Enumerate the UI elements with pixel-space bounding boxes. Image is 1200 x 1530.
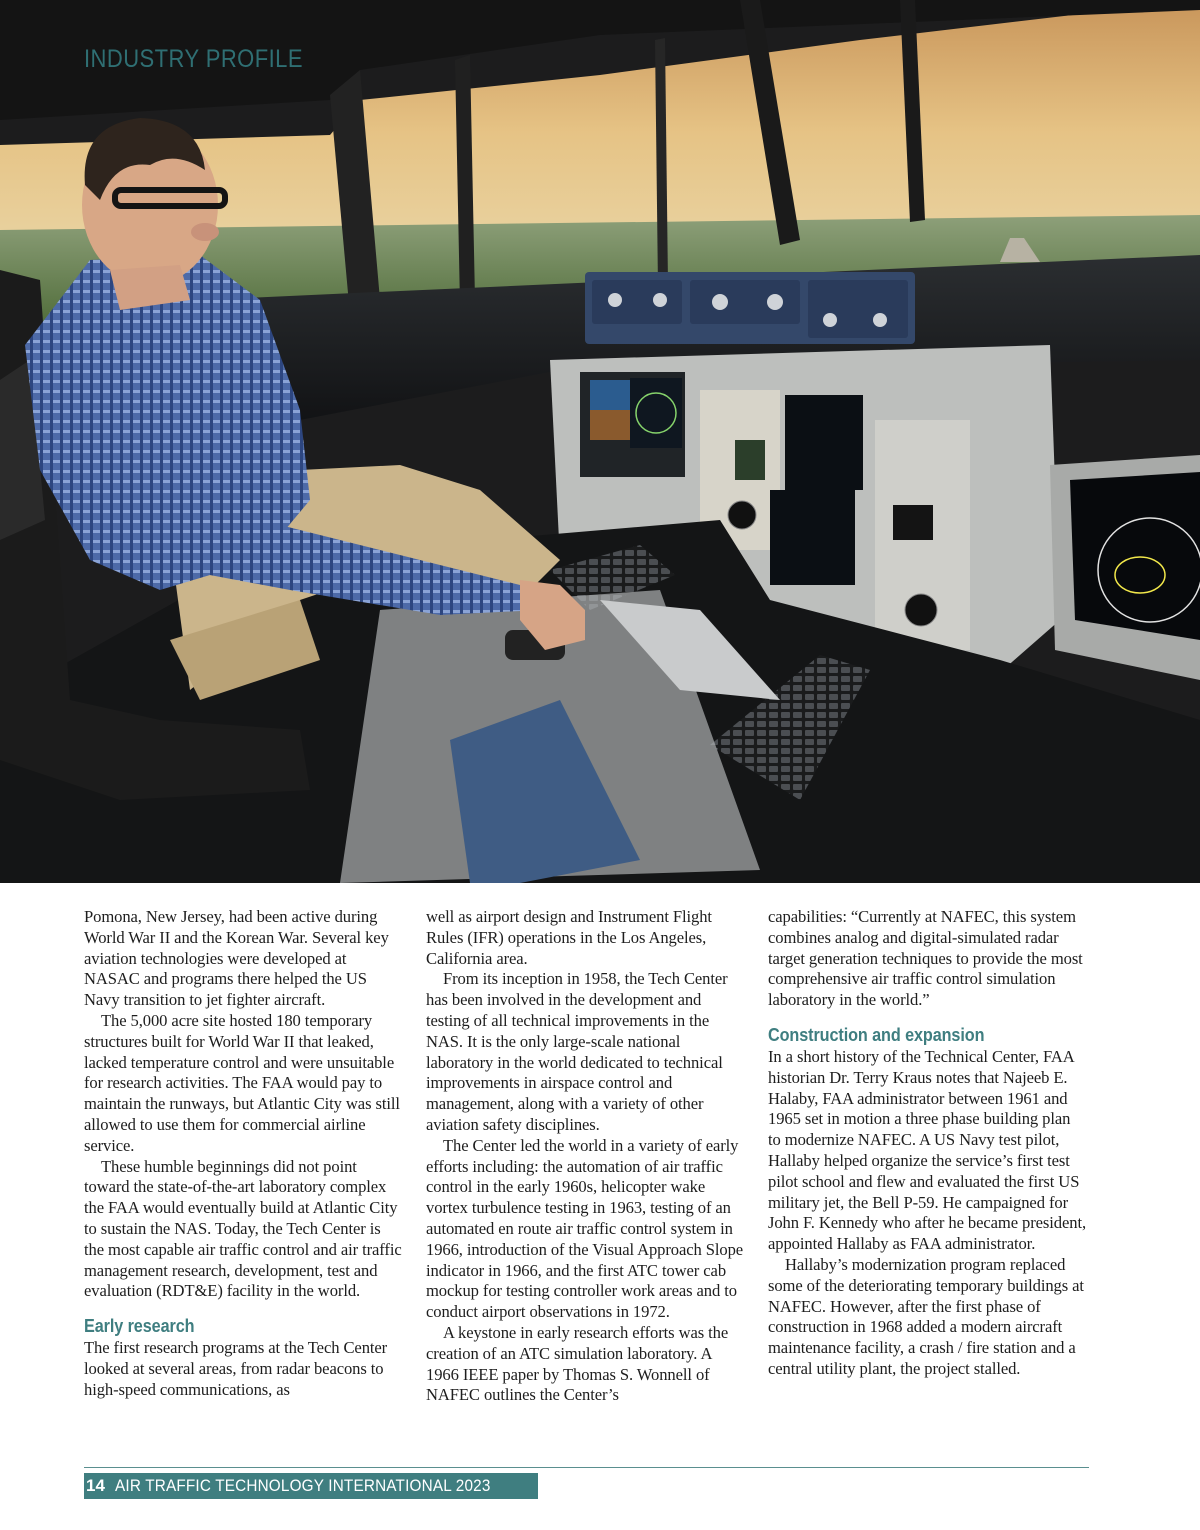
paragraph: The Center led the world in a variety of early efforts including: the automation of air traffic control in the early 1960s, helicopter wake vortex turbulence testing in 1963, testing of an automated en route air traffic control system in 1966, introduction of the Visual Approach Slope indicator in 1966, and the first ATC tower cab mockup for testing controller work areas and to conduct airport observations in 1972.: [426, 1135, 744, 1322]
article-column-3: [768, 907, 1086, 1380]
paragraph: The first research programs at the Tech Center looked at several areas, from radar beacons to high-speed communications, as: [84, 1338, 388, 1399]
article-column-2: [426, 907, 744, 1406]
paragraph: In a short history of the Technical Center, FAA historian Dr. Terry Kraus notes that Najeeb E. Halaby, FAA administrator between 1961 and 1965 set in motion a three phase building plan to modernize NAFEC. A US Navy test pilot, Hallaby helped organize the service’s first test pilot school and flew and evaluated the first US military jet, the Bell P-59. He campaigned for John F. Kennedy who after he became president, appointed Hallaby as FAA administrator.: [768, 1046, 1087, 1254]
page-number: 14: [86, 1476, 105, 1495]
subheading-construction: Construction and expansion: [768, 1024, 985, 1045]
paragraph: A keystone in early research efforts was the creation of an ATC simulation laboratory. A 1966 IEEE paper by Thomas S. Wonnell of NAFEC outlines the Center’s: [426, 1322, 729, 1405]
article-column-1: [84, 907, 402, 1401]
paragraph: These humble beginnings did not point toward the state-of-the-art laboratory complex the FAA would eventually build at Atlantic City to sustain the NAS. Today, the Tech Center is the most capable air traffic control and air traffic management research, development, test and evaluation (RDT&E) facility in the world.: [84, 1156, 402, 1301]
footer-divider: [84, 1467, 1089, 1468]
paragraph: capabilities: “Currently at NAFEC, this system combines analog and digital-simulated radar target generation techniques to provide the most comprehensive air traffic control simulation laboratory in the world.”: [768, 907, 1083, 1010]
subheading-early-research: Early research: [84, 1316, 195, 1337]
paragraph: well as airport design and Instrument Flight Rules (IFR) operations in the Los Angeles, California area.: [426, 907, 712, 968]
paragraph: Hallaby’s modernization program replaced some of the deteriorating temporary buildings at NAFEC. However, after the first phase of construction in 1968 added a modern aircraft maintenance facility, a crash / fire station and a central utility plant, the project stalled.: [768, 1254, 1084, 1378]
paragraph: Pomona, New Jersey, had been active during World War II and the Korean War. Several key aviation technologies were developed at NASAC and programs there helped the US Navy transition to jet fighter aircraft.: [84, 907, 389, 1010]
paragraph: The 5,000 acre site hosted 180 temporary structures built for World War II that leaked, lacked temperature control and were unsuitable for research activities. The FAA would pay to maintain the runways, but Atlantic City was still allowed to use them for commercial airline service.: [84, 1010, 400, 1155]
page-footer: [84, 1473, 538, 1499]
publication-name: AIR TRAFFIC TECHNOLOGY INTERNATIONAL 2023: [114, 1476, 491, 1495]
paragraph: From its inception in 1958, the Tech Center has been involved in the development and testing of all technical improvements in the NAS. It is the only large-scale national laboratory in the world dedicated to technical improvements in airspace control and management, along with a variety of other aviation safety disciplines.: [426, 969, 728, 1134]
section-label: INDUSTRY PROFILE: [84, 45, 303, 73]
